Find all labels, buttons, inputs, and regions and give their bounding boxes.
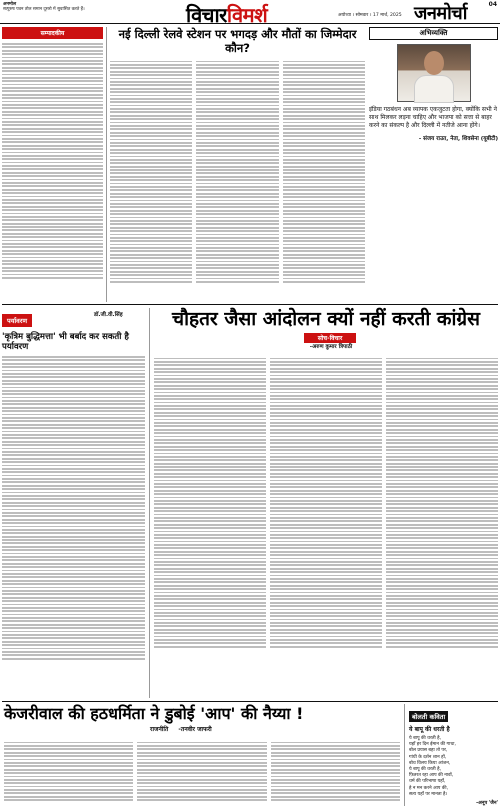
- poem-box: [404, 704, 498, 806]
- editorial-label: सम्पादकीय: [2, 27, 103, 39]
- poem-line: धर्म की परिभाषा यहाँ,: [409, 779, 446, 785]
- section-title: [186, 1, 267, 28]
- poem-section-label: बोलती कविता: [409, 711, 448, 722]
- poem-line: ये बापू की धरती है,: [409, 767, 442, 773]
- congress-story: [154, 308, 498, 698]
- bottom-col-3: [271, 740, 400, 806]
- opinion-heading: अभिव्यक्ति: [369, 27, 498, 40]
- environment-byline: डॉ.जी.वी.सिंह: [94, 312, 123, 318]
- politics-tag: [150, 725, 212, 733]
- environment-label: पर्यावरण: [2, 314, 32, 327]
- top-story-col-3: [283, 59, 365, 284]
- editorial-column: [2, 27, 107, 302]
- top-story: [110, 27, 365, 302]
- environment-body: [2, 356, 145, 660]
- opinion-box: [369, 27, 498, 302]
- bottom-col-1: [4, 740, 133, 806]
- opinion-photo: [397, 44, 471, 102]
- poem-line: बोध विलय किया आंजन,: [409, 760, 451, 766]
- quote-box: [3, 2, 123, 22]
- top-story-headline: नई दिल्ली रेलवे स्टेशन पर भगदड़ और मौतों का जिम्मेदार कौन?: [118, 27, 357, 55]
- page-number: 04: [488, 1, 497, 8]
- poem-title: ये बापू की धरती है: [409, 726, 450, 733]
- section-divider: [2, 701, 498, 702]
- section-title-part1: विचार: [186, 3, 227, 27]
- quote-text: सत्पुरुष पवन तोल समान दूसरो में सुवासित करते हैं।: [3, 7, 85, 13]
- congress-col-3: [386, 356, 498, 649]
- masthead: [0, 0, 500, 27]
- portrait-face: [424, 51, 444, 75]
- section-divider: [2, 304, 498, 305]
- politics-label: राजनीति: [150, 726, 169, 733]
- poem-line: फ़ितरत रहा आप की नावों,: [409, 773, 454, 779]
- congress-headline: चौहतर जैसा आंदोलन क्यों नहीं करती कांग्रेस: [172, 308, 480, 330]
- editorial-body: [2, 43, 103, 279]
- section-title-part2: विमर्श: [226, 3, 268, 27]
- brand-logo: जनमोर्चा: [414, 3, 467, 24]
- opinion-quote: इंडिया गठबंधन अब व्यापक एकजुटता होगा, क्योंकि सभी ने साथ मिलकर लड़ना चाहिए और भाजपा को सत्ता से बाहर करने का संकल्प है और दिल्ली में नतीजे आना होंगे।: [369, 106, 497, 129]
- opinion-attribution: - संजय राउत, नेता, शिवसेना (यूबीटी): [418, 136, 498, 142]
- poem-line: यहाँ हर दिन ईमान की गाथा,: [409, 742, 456, 748]
- poem-line: बोल प्रयास बहा तो पर,: [409, 748, 448, 754]
- congress-byline: -अरुण कुमार त्रिपाठी: [309, 344, 353, 350]
- bottom-headline: केजरीवाल की हठधर्मिता ने डुबोई 'आप' की नैय्या !: [4, 704, 304, 723]
- politics-byline: -तनवीर जाफरी: [178, 726, 212, 733]
- portrait-body: [414, 75, 454, 103]
- environment-column: [2, 308, 150, 698]
- bottom-col-2: [137, 740, 266, 806]
- poem-line: हे न मन करने आप की,: [409, 785, 449, 791]
- congress-col-1: [154, 356, 266, 649]
- environment-headline: 'कृत्रिम बुद्धिमत्ता' भी बर्बाद कर सकती है पर्यावरण: [2, 332, 129, 352]
- poem-line: गांधी के दर्शन शान हों,: [409, 754, 447, 760]
- poem-line: ये बापू की धरती है,: [409, 736, 442, 741]
- poem-line: सत्य यहाँ पर मानता है।: [409, 791, 448, 797]
- poem-author: -अनूप 'जैन': [476, 801, 498, 807]
- top-story-col-2: [196, 59, 278, 284]
- top-story-col-1: [110, 59, 192, 284]
- congress-tag: सोच-विचार: [304, 333, 356, 343]
- bottom-story-body: [4, 740, 400, 806]
- date-line: अयोध्या । सोमवार । 17 मार्च, 2025: [338, 13, 402, 18]
- congress-col-2: [270, 356, 382, 649]
- quote-tag: अनमोल: [3, 2, 17, 7]
